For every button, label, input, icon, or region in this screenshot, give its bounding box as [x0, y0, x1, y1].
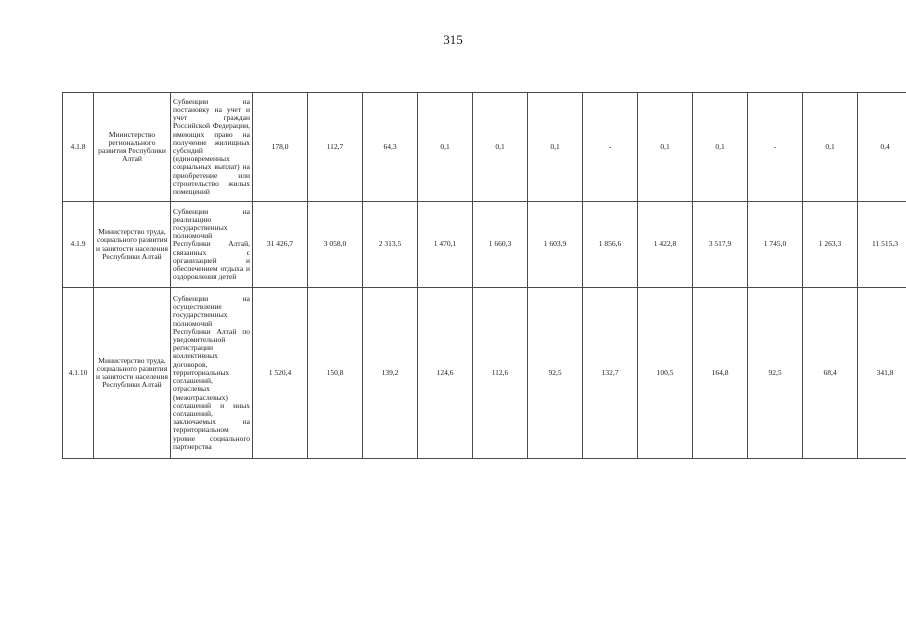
value-cell: 1 470,1: [418, 202, 473, 288]
ministry-cell: Министерство труда, социального развития и занятости населения Республики Алтай: [94, 288, 171, 459]
value-cell: 0,1: [693, 93, 748, 202]
value-cell: 3 058,0: [308, 202, 363, 288]
value-cell: 1 263,3: [803, 202, 858, 288]
table-row: [63, 202, 906, 288]
row-code: 4.1.8: [63, 93, 94, 202]
value-cell: 1 745,0: [748, 202, 803, 288]
value-cell: 0,1: [473, 93, 528, 202]
value-cell: -: [748, 93, 803, 202]
value-cell: 341,8: [858, 288, 906, 459]
value-cell: 178,0: [253, 93, 308, 202]
value-cell: 0,1: [418, 93, 473, 202]
value-cell: 112,7: [308, 93, 363, 202]
value-cell: 100,5: [638, 288, 693, 459]
value-cell: 150,8: [308, 288, 363, 459]
value-cell: 139,2: [363, 288, 418, 459]
value-cell: 0,4: [858, 93, 906, 202]
row-code: 4.1.10: [63, 288, 94, 459]
row-code: 4.1.9: [63, 202, 94, 288]
value-cell: 132,7: [583, 288, 638, 459]
value-cell: 3 517,9: [693, 202, 748, 288]
value-cell: 164,8: [693, 288, 748, 459]
value-cell: 0,1: [528, 93, 583, 202]
ministry-cell: Министерство регионального развития Республики Алтай: [94, 93, 171, 202]
value-cell: 64,3: [363, 93, 418, 202]
page-number: 315: [443, 32, 463, 47]
table-row: [63, 93, 906, 202]
value-cell: 1 422,8: [638, 202, 693, 288]
value-cell: 1 856,6: [583, 202, 638, 288]
value-cell: 2 313,5: [363, 202, 418, 288]
value-cell: 124,6: [418, 288, 473, 459]
value-cell: 11 515,3: [858, 202, 906, 288]
budget-table: [62, 92, 906, 459]
description-cell: Субвенции на осуществление государственных полномочий Республики Алтай по уведомительной регистрации коллективных договоров, территориальных соглашений, отраслевых (межотраслевых) соглашений и иных соглашений, заключаемых на территориальном уровне социального партнерства: [171, 288, 253, 459]
description-cell: Субвенции на постановку на учет и учет граждан Российской Федерации, имеющих право на получение жилищных субсидий (единовременных социальных выплат) на приобретение или строительство жилых помещений: [171, 93, 253, 202]
table-row: [63, 288, 906, 459]
value-cell: 0,1: [803, 93, 858, 202]
description-cell: Субвенции на реализацию государственных полномочий Республики Алтай, связанных с организацией и обеспечением отдыха и оздоровления детей: [171, 202, 253, 288]
value-cell: 1 603,9: [528, 202, 583, 288]
ministry-cell: Министерство труда, социального развития и занятости населения Республики Алтай: [94, 202, 171, 288]
value-cell: 0,1: [638, 93, 693, 202]
value-cell: 92,5: [748, 288, 803, 459]
value-cell: 1 520,4: [253, 288, 308, 459]
value-cell: 68,4: [803, 288, 858, 459]
value-cell: 1 660,3: [473, 202, 528, 288]
value-cell: 31 426,7: [253, 202, 308, 288]
value-cell: 92,5: [528, 288, 583, 459]
value-cell: -: [583, 93, 638, 202]
value-cell: 112,6: [473, 288, 528, 459]
